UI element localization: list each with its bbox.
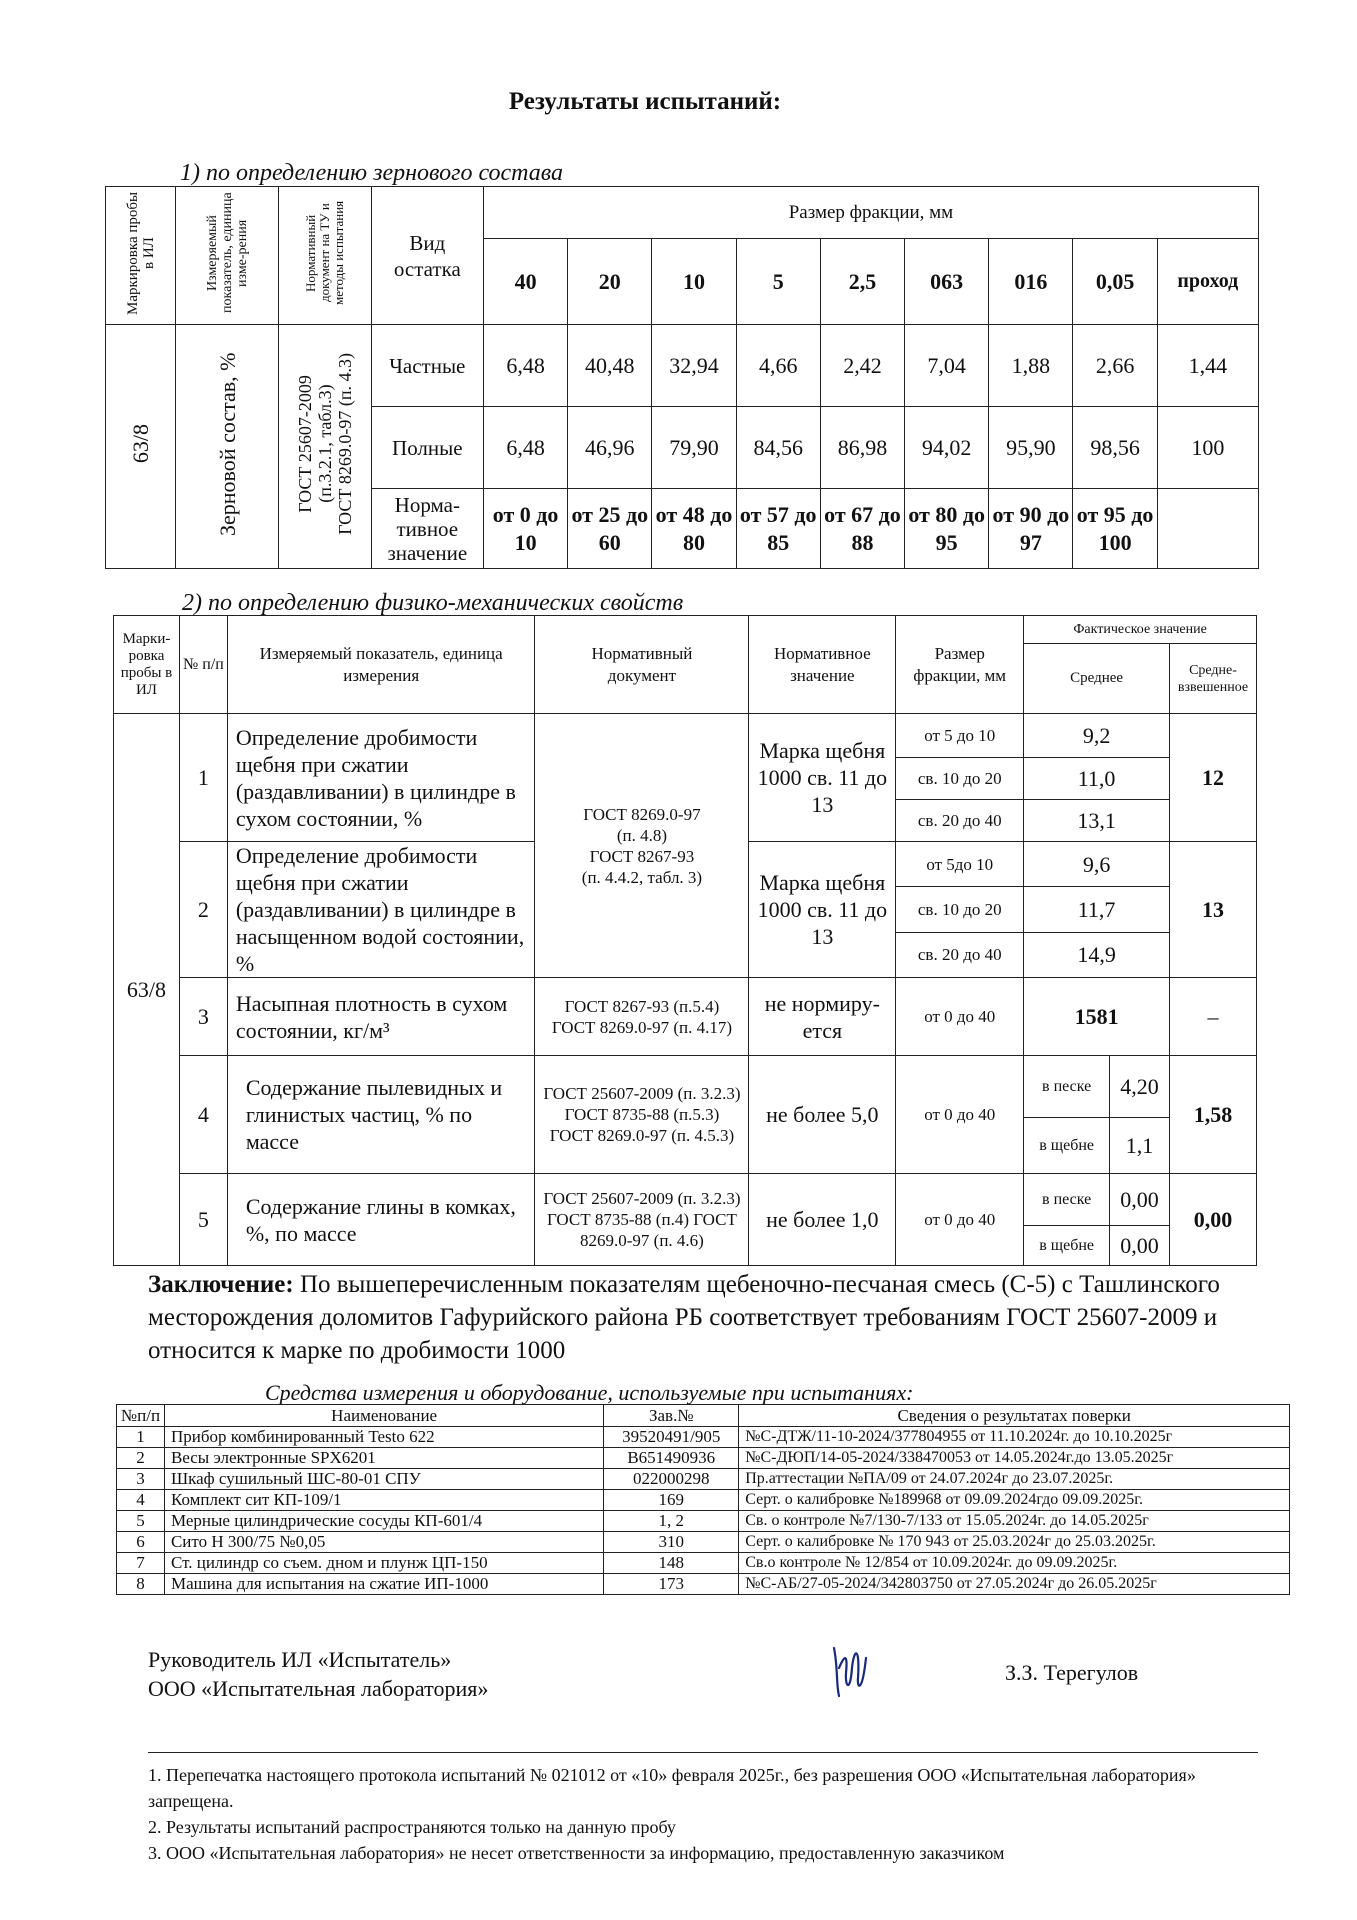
fraction-header: проход: [1157, 239, 1258, 325]
fraction-value: от 67 до 88: [820, 489, 904, 569]
fraction-value: 86,98: [820, 407, 904, 489]
sub-label: в песке: [1024, 1174, 1110, 1226]
fraction-value: 4,66: [736, 325, 820, 407]
footnote: 3. ООО «Испытательная лаборатория» не несет ответственности за информацию, предоставленную заказчиком: [148, 1843, 1005, 1863]
eq-num: 6: [117, 1532, 165, 1553]
table-row: [117, 1427, 1290, 1448]
fraction-header: 2,5: [820, 239, 904, 325]
sub-label: в щебне: [1024, 1226, 1110, 1266]
col-marking: Маркировка пробы в ИЛ: [106, 187, 176, 325]
eq-col-serial: Зав.№: [604, 1405, 739, 1427]
sub-value: 1,1: [1110, 1118, 1170, 1174]
item-weighted: 12: [1170, 714, 1257, 842]
indicator-cell: Зерновой состав, %: [176, 325, 279, 569]
eq-col-num: №п/п: [117, 1405, 165, 1427]
item-avg: 1581: [1024, 978, 1170, 1056]
eq-verification: Серт. о калибровке №189968 от 09.09.2024гдо 09.09.2025г.: [739, 1490, 1290, 1511]
fraction-value: 32,94: [652, 325, 736, 407]
signature-block: [148, 1645, 488, 1703]
item-number: 5: [179, 1174, 227, 1266]
item-number: 2: [179, 842, 227, 978]
item-avg: 9,2: [1024, 714, 1170, 758]
item-fraction: от 5 до 10: [896, 714, 1024, 758]
eq-num: 8: [117, 1574, 165, 1595]
signature-name: З.З. Терегулов: [1005, 1660, 1139, 1685]
signature-role: Руководитель ИЛ «Испытатель»: [148, 1647, 452, 1672]
fraction-value: 95,90: [989, 407, 1073, 489]
eq-num: 7: [117, 1553, 165, 1574]
eq-name: Ст. цилиндр со съем. дном и плунж ЦП-150: [164, 1553, 603, 1574]
footnote: 2. Результаты испытаний распространяются только на данную пробу: [148, 1817, 676, 1837]
fraction-value: 40,48: [568, 325, 652, 407]
fraction-header: 0,05: [1073, 239, 1157, 325]
fraction-header: 5: [736, 239, 820, 325]
item-fraction: св. 10 до 20: [896, 758, 1024, 800]
table-row: [117, 1532, 1290, 1553]
item-normdoc: ГОСТ 25607-2009 (п. 3.2.3) ГОСТ 8735-88 (п.4) ГОСТ 8269.0-97 (п. 4.6): [535, 1174, 749, 1266]
s2-col-marking: Марки-ровка пробы в ИЛ: [114, 616, 180, 714]
item-name: Определение дробимости щебня при сжатии (раздавливании) в цилиндре в сухом состоянии, %: [227, 714, 535, 842]
fraction-value: 1,44: [1157, 325, 1258, 407]
equipment-heading: Средства измерения и оборудование, используемые при испытаниях:: [265, 1380, 914, 1405]
item-normdoc: ГОСТ 25607-2009 (п. 3.2.3) ГОСТ 8735-88 (п.5.3) ГОСТ 8269.0-97 (п. 4.5.3): [535, 1056, 749, 1174]
residue-label: Полные: [371, 407, 483, 489]
eq-name: Шкаф сушильный ШС-80-01 СПУ: [164, 1469, 603, 1490]
table-row: [117, 1574, 1290, 1595]
section1-heading: 1) по определению зернового состава: [180, 160, 564, 186]
table-row: [117, 1553, 1290, 1574]
item-weighted: 0,00: [1170, 1174, 1257, 1266]
item-weighted: 13: [1170, 842, 1257, 978]
item-number: 1: [179, 714, 227, 842]
item-fraction: св. 20 до 40: [896, 800, 1024, 842]
fraction-value: от 95 до 100: [1073, 489, 1157, 569]
eq-name: Комплект сит КП-109/1: [164, 1490, 603, 1511]
s2-col-indicator: Измеряемый показатель, единица измерения: [227, 616, 535, 714]
eq-verification: Пр.аттестации №ПА/09 от 24.07.2024г до 23.07.2025г.: [739, 1469, 1290, 1490]
fraction-header: 063: [905, 239, 989, 325]
eq-verification: Св.о контроле № 12/854 от 10.09.2024г. до 09.09.2025г.: [739, 1553, 1290, 1574]
eq-name: Прибор комбинированный Testo 622: [164, 1427, 603, 1448]
fraction-value: 2,66: [1073, 325, 1157, 407]
normdoc-items-1-2: ГОСТ 8269.0-97 (п. 4.8) ГОСТ 8267-93 (п. 4.4.2, табл. 3): [535, 714, 749, 978]
col-residue: Вид остатка: [371, 187, 483, 325]
item-fraction: от 0 до 40: [896, 1056, 1024, 1174]
eq-serial: 173: [604, 1574, 739, 1595]
normdoc-cell: ГОСТ 25607-2009 (п.3.2.1, табл.3) ГОСТ 8269.0-97 (п. 4.3): [279, 325, 371, 569]
item-avg: 9,6: [1024, 842, 1170, 887]
eq-verification: Серт. о калибровке № 170 943 от 25.03.2024г до 25.03.2025г.: [739, 1532, 1290, 1553]
fraction-value: 94,02: [905, 407, 989, 489]
s2-col-weighted: Средне-взвешенное: [1170, 644, 1257, 714]
eq-col-name: Наименование: [164, 1405, 603, 1427]
col-indicator: Измеряемый показатель, единица изме-рения: [176, 187, 279, 325]
eq-num: 3: [117, 1469, 165, 1490]
item-weighted: –: [1170, 978, 1257, 1056]
fraction-value: 6,48: [483, 325, 567, 407]
fraction-value: от 0 до 10: [483, 489, 567, 569]
item-number: 3: [179, 978, 227, 1056]
item-fraction: от 0 до 40: [896, 978, 1024, 1056]
conclusion-label: Заключение:: [148, 1271, 294, 1298]
grain-composition-table: [105, 186, 1259, 569]
fraction-header: 40: [483, 239, 567, 325]
item-avg: 11,7: [1024, 887, 1170, 932]
eq-verification: №С-ДТЖ/11-10-2024/377804955 от 11.10.2024г. до 10.10.2025г: [739, 1427, 1290, 1448]
eq-num: 5: [117, 1511, 165, 1532]
eq-serial: B651490936: [604, 1448, 739, 1469]
s2-col-actual: Фактическое значение: [1024, 616, 1257, 644]
eq-name: Машина для испытания на сжатие ИП-1000: [164, 1574, 603, 1595]
item-normval: Марка щебня 1000 св. 11 до 13: [749, 842, 896, 978]
item-fraction: св. 10 до 20: [896, 887, 1024, 932]
conclusion: [148, 1268, 1258, 1367]
handwritten-signature: [830, 1638, 870, 1700]
s2-marking-cell: 63/8: [114, 714, 180, 1266]
marking-cell: 63/8: [106, 325, 176, 569]
fraction-value: 1,88: [989, 325, 1073, 407]
physmech-table: [113, 615, 1257, 1266]
fraction-value: [1157, 489, 1258, 569]
item-fraction: от 0 до 40: [896, 1174, 1024, 1266]
sub-value: 4,20: [1110, 1056, 1170, 1118]
table-row: [117, 1490, 1290, 1511]
eq-serial: 1, 2: [604, 1511, 739, 1532]
fraction-value: от 48 до 80: [652, 489, 736, 569]
fraction-value: 46,96: [568, 407, 652, 489]
fraction-value: 84,56: [736, 407, 820, 489]
fraction-header: 20: [568, 239, 652, 325]
eq-verification: №С-ДЮП/14-05-2024/338470053 от 14.05.2024г.до 13.05.2025г: [739, 1448, 1290, 1469]
eq-num: 2: [117, 1448, 165, 1469]
item-normval: не более 1,0: [749, 1174, 896, 1266]
conclusion-text: По вышеперечисленным показателям щебеночно-песчаная смесь (С-5) с Ташлинского месторождения доломитов Гафурийского района РБ соответствует требованиям ГОСТ 25607-2009 и относится к марке по дробимости 1000: [148, 1271, 1220, 1364]
item-name: Определение дробимости щебня при сжатии (раздавливании) в цилиндре в насыщенном водой состоянии, %: [227, 842, 535, 978]
fraction-value: 7,04: [905, 325, 989, 407]
eq-serial: 169: [604, 1490, 739, 1511]
s2-col-normdoc: Нормативный документ: [535, 616, 749, 714]
fraction-header: 016: [989, 239, 1073, 325]
item-normdoc: ГОСТ 8267-93 (п.5.4) ГОСТ 8269.0-97 (п. 4.17): [535, 978, 749, 1056]
item-avg: 13,1: [1024, 800, 1170, 842]
item-fraction: от 5до 10: [896, 842, 1024, 887]
item-weighted: 1,58: [1170, 1056, 1257, 1174]
fraction-value: 2,42: [820, 325, 904, 407]
page-title: Результаты испытаний:: [508, 88, 782, 115]
eq-serial: 148: [604, 1553, 739, 1574]
item-avg: 14,9: [1024, 932, 1170, 977]
fraction-value: 6,48: [483, 407, 567, 489]
sub-value: 0,00: [1110, 1174, 1170, 1226]
fraction-value: от 80 до 95: [905, 489, 989, 569]
item-name: Насыпная плотность в сухом состоянии, кг/м³: [227, 978, 535, 1056]
section2-heading: 2) по определению физико-механических свойств: [182, 590, 684, 616]
footnotes: [148, 1762, 1258, 1866]
table-row: [117, 1511, 1290, 1532]
signature-company: ООО «Испытательная лаборатория»: [148, 1676, 489, 1701]
sub-label: в песке: [1024, 1056, 1110, 1118]
equipment-table: [116, 1404, 1290, 1595]
eq-serial: 310: [604, 1532, 739, 1553]
item-number: 4: [179, 1056, 227, 1174]
table-row: [117, 1448, 1290, 1469]
table-row: [117, 1469, 1290, 1490]
fraction-value: 79,90: [652, 407, 736, 489]
eq-name: Весы электронные SPX6201: [164, 1448, 603, 1469]
eq-num: 4: [117, 1490, 165, 1511]
item-fraction: св. 20 до 40: [896, 932, 1024, 977]
fraction-value: от 25 до 60: [568, 489, 652, 569]
eq-serial: 022000298: [604, 1469, 739, 1490]
sub-label: в щебне: [1024, 1118, 1110, 1174]
eq-verification: Св. о контроле №7/130-7/133 от 15.05.2024г. до 14.05.2025г: [739, 1511, 1290, 1532]
footnote: 1. Перепечатка настоящего протокола испытаний № 021012 от «10» февраля 2025г., без разрешения ООО «Испытательная лаборатория» запрещена.: [148, 1765, 1196, 1811]
eq-verification: №С-АБ/27-05-2024/342803750 от 27.05.2024г до 26.05.2025г: [739, 1574, 1290, 1595]
fraction-value: от 90 до 97: [989, 489, 1073, 569]
footnote-divider: [148, 1752, 1258, 1753]
eq-name: Сито Н 300/75 №0,05: [164, 1532, 603, 1553]
s2-col-avg: Среднее: [1024, 644, 1170, 714]
fraction-value: от 57 до 85: [736, 489, 820, 569]
item-normval: не более 5,0: [749, 1056, 896, 1174]
col-normdoc: Нормативный документ на ТУ и методы испытания: [279, 187, 371, 325]
item-name: Содержание пылевидных и глинистых частиц, % по массе: [227, 1056, 535, 1174]
fraction-header: 10: [652, 239, 736, 325]
eq-name: Мерные цилиндрические сосуды КП-601/4: [164, 1511, 603, 1532]
s2-col-normval: Нормативное значение: [749, 616, 896, 714]
eq-col-verification: Сведения о результатах поверки: [739, 1405, 1290, 1427]
residue-label: Норма-тивное значение: [371, 489, 483, 569]
eq-serial: 39520491/905: [604, 1427, 739, 1448]
col-fraction-header: Размер фракции, мм: [483, 187, 1258, 239]
fraction-value: 98,56: [1073, 407, 1157, 489]
residue-label: Частные: [371, 325, 483, 407]
fraction-value: 100: [1157, 407, 1258, 489]
item-normval: Марка щебня 1000 св. 11 до 13: [749, 714, 896, 842]
item-name: Содержание глины в комках, %, по массе: [227, 1174, 535, 1266]
s2-col-num: № п/п: [179, 616, 227, 714]
item-normval: не нормиру-ется: [749, 978, 896, 1056]
item-avg: 11,0: [1024, 758, 1170, 800]
s2-col-fraction: Размер фракции, мм: [896, 616, 1024, 714]
sub-value: 0,00: [1110, 1226, 1170, 1266]
eq-num: 1: [117, 1427, 165, 1448]
